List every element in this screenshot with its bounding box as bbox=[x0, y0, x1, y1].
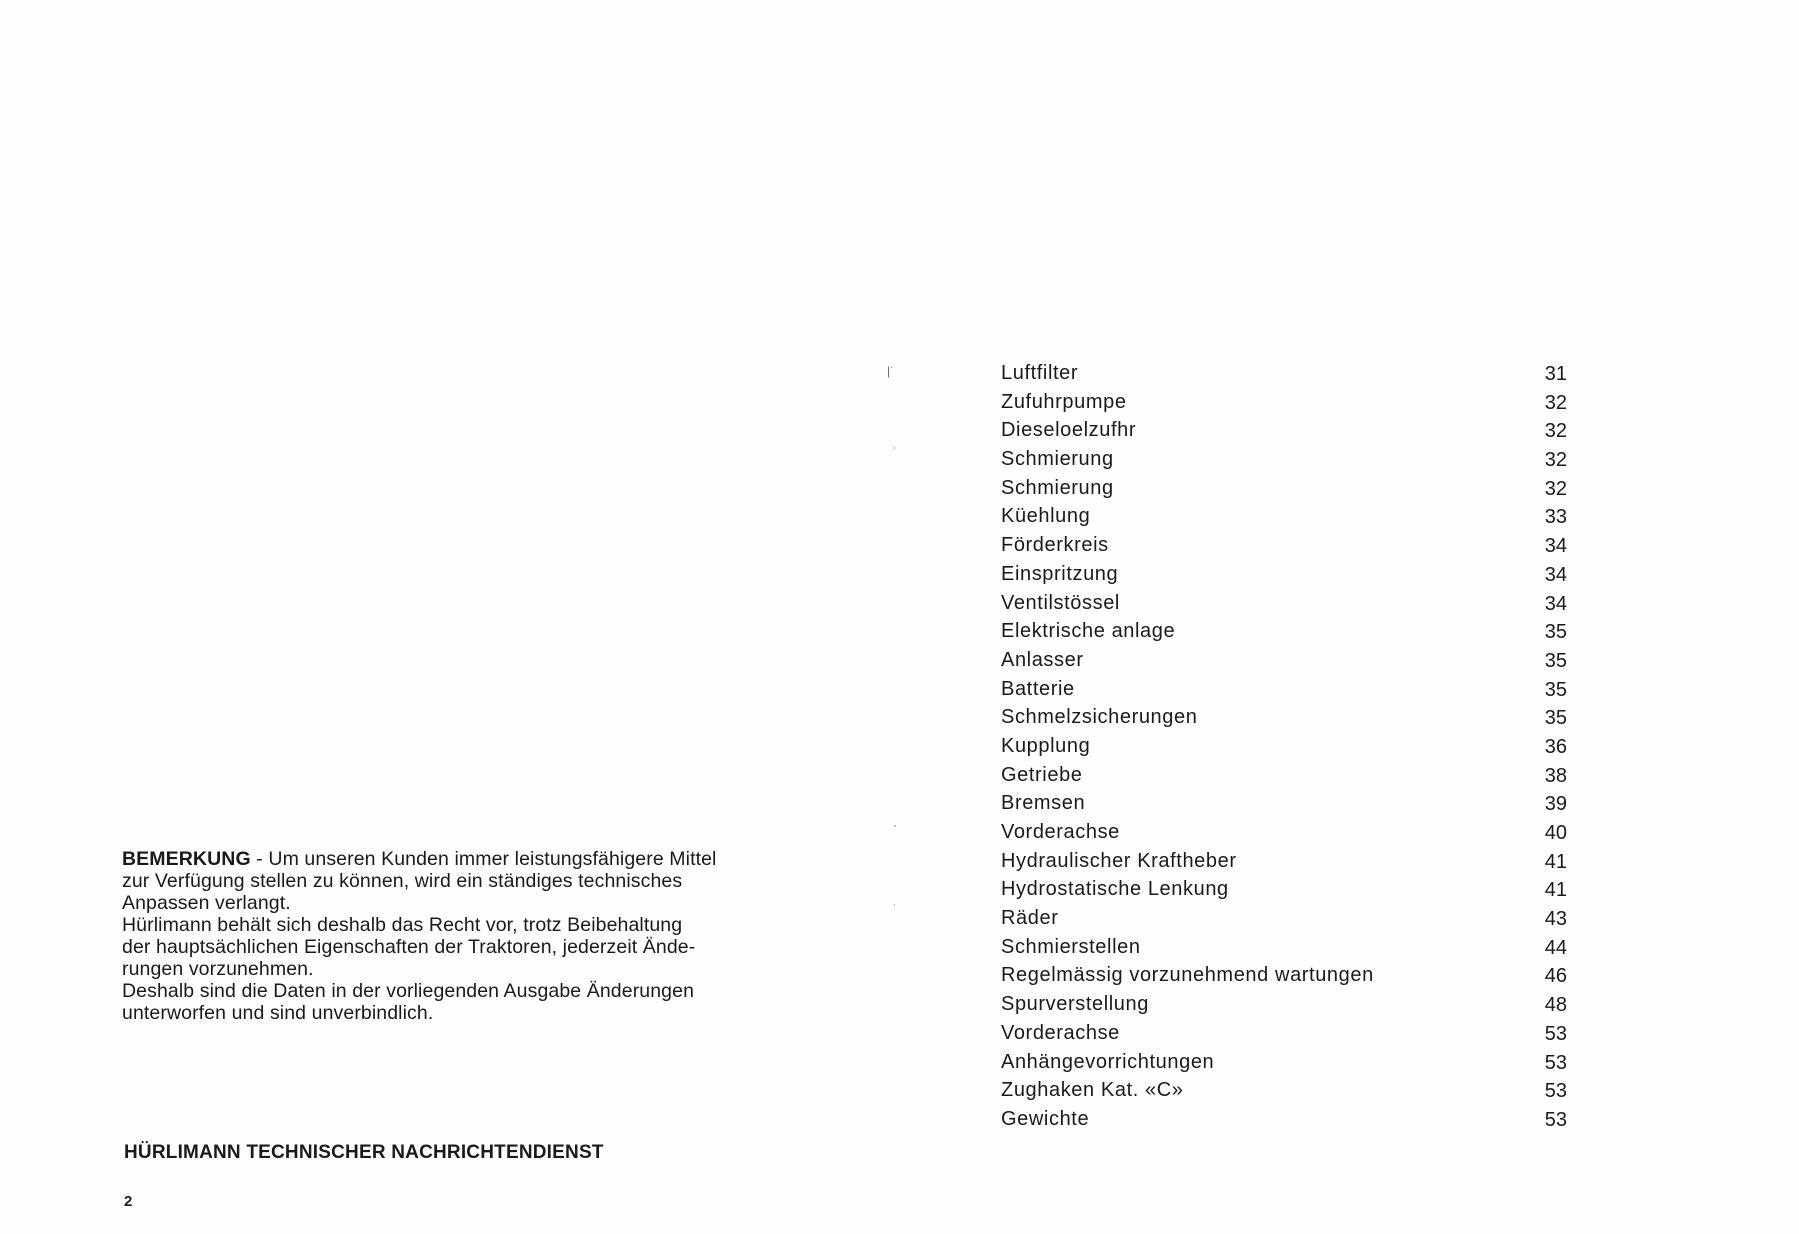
toc-entry bbox=[1001, 560, 1567, 589]
toc-entry bbox=[1001, 502, 1567, 531]
toc-entry-label: Elektrische anlage bbox=[1001, 620, 1176, 643]
toc-entry bbox=[1001, 761, 1567, 790]
fold-mark: ˙ bbox=[893, 445, 897, 459]
toc-entry-label: Schmelzsicherungen bbox=[1001, 706, 1198, 729]
remark-line: Deshalb sind die Daten in der vorliegenden Ausgabe Änderungen bbox=[122, 980, 695, 1002]
toc-entry bbox=[1001, 933, 1567, 962]
toc-entry-label: Vorderachse bbox=[1001, 1021, 1120, 1044]
toc-entry bbox=[1001, 961, 1567, 990]
toc-entry bbox=[1001, 416, 1567, 445]
toc-entry-label: Anhängevorrichtungen bbox=[1001, 1050, 1215, 1073]
toc-entry bbox=[1001, 589, 1567, 618]
toc-entry-page: 35 bbox=[1544, 678, 1567, 701]
toc-entry-label: Regelmässig vorzunehmend wartungen bbox=[1001, 964, 1374, 987]
toc-entry bbox=[1001, 359, 1567, 388]
toc-entry-label: Bremsen bbox=[1001, 792, 1086, 815]
fold-mark: ˙ bbox=[893, 902, 897, 916]
toc-entry bbox=[1001, 732, 1567, 761]
toc-entry-page: 40 bbox=[1544, 822, 1567, 844]
toc-entry bbox=[1001, 789, 1567, 818]
remark-line: rungen vorzunehmen. bbox=[122, 958, 314, 980]
toc-entry bbox=[1001, 617, 1567, 646]
remark-separator: - bbox=[250, 848, 269, 870]
remark-line: Hürlimann behält sich deshalb das Recht vor, trotz Beibehaltung bbox=[122, 914, 683, 936]
toc-entry-page: 35 bbox=[1544, 621, 1567, 644]
toc-entry bbox=[1001, 904, 1567, 933]
toc-entry-label: Gewichte bbox=[1001, 1107, 1090, 1130]
toc-entry bbox=[1001, 847, 1567, 876]
remark-heading: BEMERKUNG bbox=[122, 848, 251, 870]
toc-entry-page: 32 bbox=[1544, 449, 1567, 472]
toc-entry-label: Batterie bbox=[1001, 677, 1075, 700]
toc-entry-label: Zughaken Kat. «C» bbox=[1001, 1079, 1184, 1102]
toc-entry-page: 43 bbox=[1544, 908, 1567, 931]
toc-entry-page: 34 bbox=[1544, 563, 1567, 586]
toc-entry-page: 41 bbox=[1544, 879, 1567, 902]
toc-entry-page: 41 bbox=[1544, 850, 1567, 873]
toc-entry bbox=[1001, 1019, 1567, 1048]
toc-entry-label: Schmierstellen bbox=[1001, 935, 1141, 958]
toc-entry-page: 34 bbox=[1544, 535, 1567, 558]
toc-entry-page: 32 bbox=[1544, 420, 1567, 443]
toc-entry-page: 48 bbox=[1544, 994, 1567, 1017]
toc-entry-label: Luftfilter bbox=[1001, 362, 1079, 384]
remark-line: unterworfen und sind unverbindlich. bbox=[122, 1002, 434, 1024]
toc-entry-label: Zufuhrpumpe bbox=[1001, 390, 1127, 413]
toc-entry bbox=[1001, 445, 1567, 474]
toc-entry-label: Ventilstössel bbox=[1001, 591, 1120, 614]
remark-line: zur Verfügung stellen zu können, wird ein ständiges technisches bbox=[122, 870, 683, 892]
toc-entry-page: 35 bbox=[1544, 649, 1567, 672]
fold-mark: · bbox=[893, 818, 897, 832]
toc-entry-page: 44 bbox=[1544, 936, 1567, 959]
toc-entry-page: 38 bbox=[1544, 764, 1567, 787]
remark-line: Um unseren Kunden immer leistungsfähigere Mittel bbox=[268, 848, 717, 870]
page-number: 2 bbox=[124, 1193, 133, 1210]
toc-entry-label: Vorderachse bbox=[1001, 821, 1120, 843]
table-of-contents bbox=[1001, 359, 1567, 1134]
right-page bbox=[890, 0, 1799, 1234]
toc-entry bbox=[1001, 990, 1567, 1019]
toc-entry-label: Schmierung bbox=[1001, 476, 1114, 499]
toc-entry-page: 32 bbox=[1544, 477, 1567, 500]
toc-entry-label: Spurverstellung bbox=[1001, 993, 1149, 1016]
toc-entry-label: Küehlung bbox=[1001, 505, 1091, 528]
remark-line: Anpassen verlangt. bbox=[122, 892, 291, 914]
toc-entry-label: Anlasser bbox=[1001, 648, 1084, 671]
remark-first-line bbox=[122, 848, 782, 870]
toc-entry bbox=[1001, 703, 1567, 732]
toc-entry-page: 32 bbox=[1544, 391, 1567, 414]
toc-entry-page: 35 bbox=[1544, 707, 1567, 730]
toc-entry-label: Getriebe bbox=[1001, 763, 1083, 786]
toc-entry-label: Hydrostatische Lenkung bbox=[1001, 878, 1229, 901]
toc-entry-label: Förderkreis bbox=[1001, 534, 1109, 557]
toc-entry-label: Kupplung bbox=[1001, 734, 1091, 757]
toc-entry-page: 33 bbox=[1544, 506, 1567, 529]
toc-entry-label: Schmierung bbox=[1001, 448, 1114, 471]
toc-entry bbox=[1001, 474, 1567, 503]
toc-entry-page: 53 bbox=[1544, 1022, 1567, 1045]
toc-entry-page: 39 bbox=[1544, 793, 1567, 816]
toc-entry-page: 46 bbox=[1544, 965, 1567, 988]
toc-entry-page: 53 bbox=[1544, 1051, 1567, 1074]
toc-entry-page: 53 bbox=[1544, 1108, 1567, 1131]
toc-entry-page: 34 bbox=[1544, 592, 1567, 615]
toc-entry-label: Einspritzung bbox=[1001, 562, 1119, 585]
service-title: HÜRLIMANN TECHNISCHER NACHRICHTENDIENST bbox=[124, 1142, 604, 1163]
toc-entry bbox=[1001, 646, 1567, 675]
toc-entry-page: 53 bbox=[1544, 1080, 1567, 1103]
toc-entry-page: 31 bbox=[1544, 363, 1567, 385]
remark-block bbox=[122, 848, 782, 1024]
toc-entry bbox=[1001, 388, 1567, 417]
toc-entry bbox=[1001, 531, 1567, 560]
left-page bbox=[0, 0, 890, 1234]
toc-entry bbox=[1001, 1105, 1567, 1134]
toc-entry bbox=[1001, 1048, 1567, 1077]
toc-entry bbox=[1001, 675, 1567, 704]
toc-entry bbox=[1001, 818, 1567, 847]
toc-entry bbox=[1001, 875, 1567, 904]
toc-entry bbox=[1001, 1076, 1567, 1105]
toc-entry-label: Dieseloelzufhr bbox=[1001, 419, 1137, 442]
remark-line: der hauptsächlichen Eigenschaften der Traktoren, jederzeit Ände- bbox=[122, 936, 696, 958]
toc-entry-page: 36 bbox=[1544, 735, 1567, 758]
toc-entry-label: Hydraulischer Kraftheber bbox=[1001, 849, 1237, 872]
toc-entry-label: Räder bbox=[1001, 907, 1059, 930]
fold-mark: |˙ bbox=[887, 364, 895, 378]
